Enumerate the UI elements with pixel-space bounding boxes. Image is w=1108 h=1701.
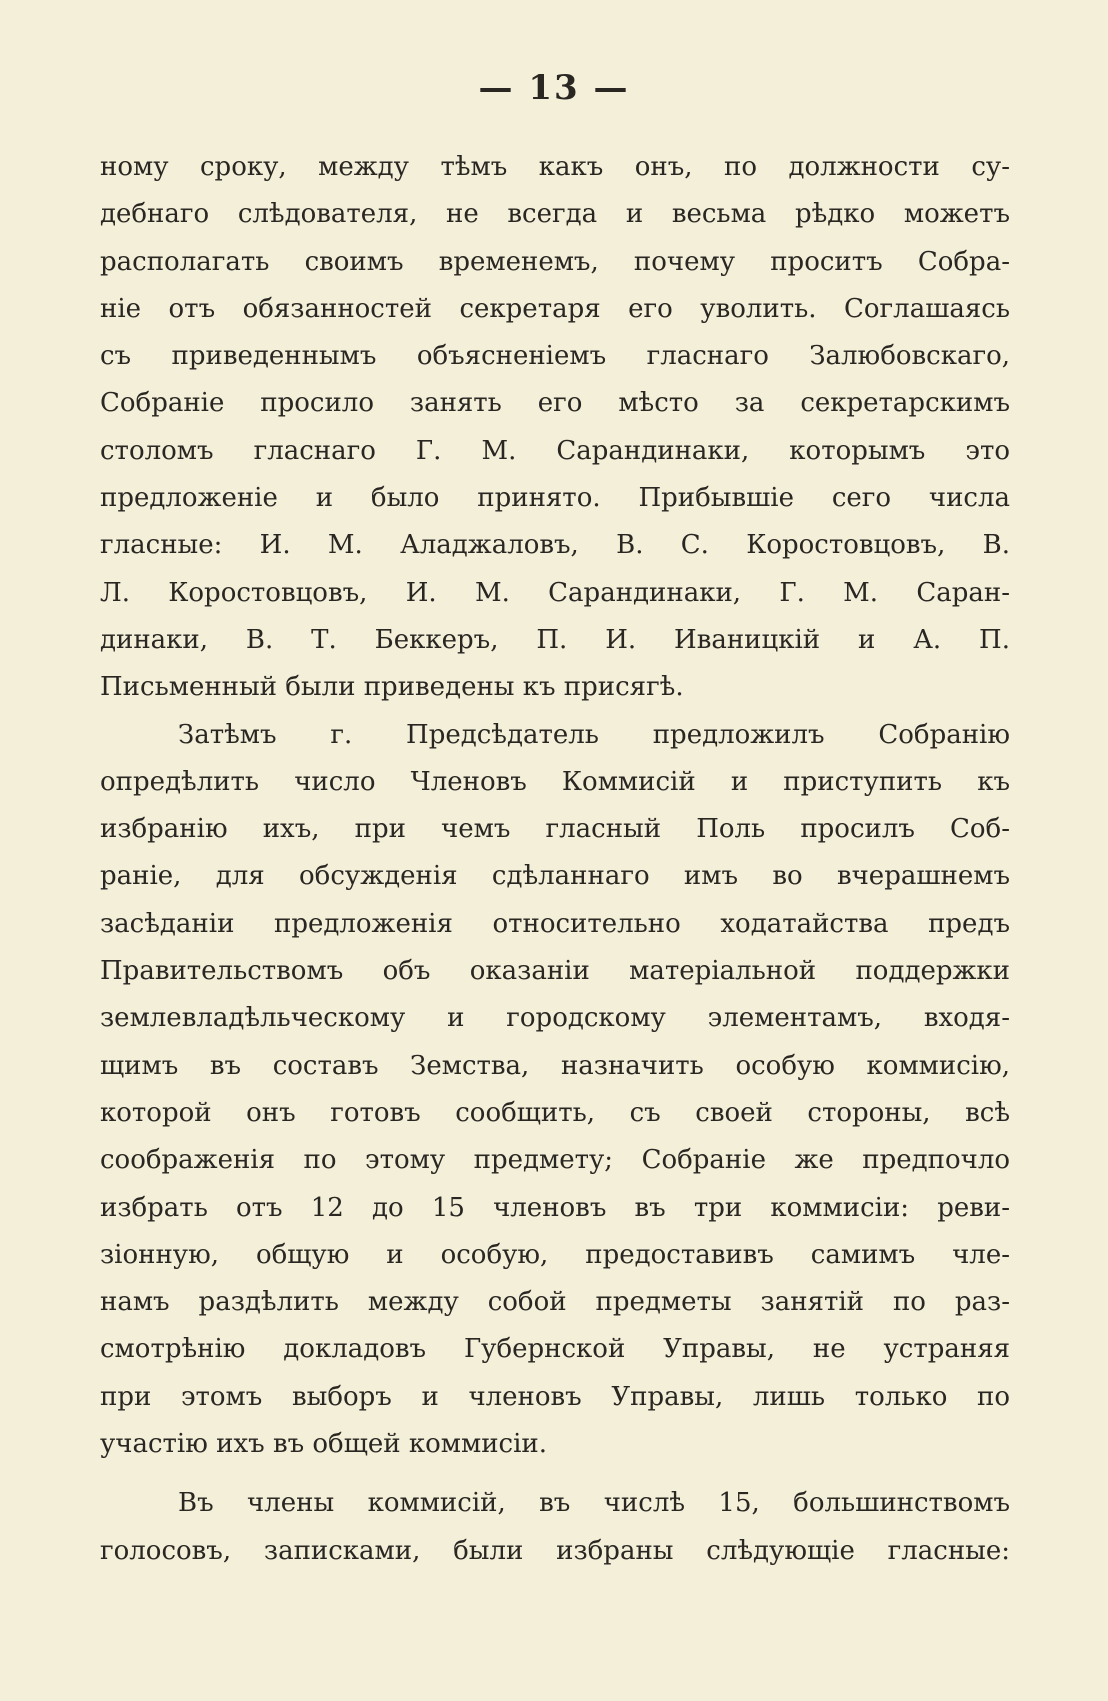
text-line: съ приведеннымъ объясненіемъ гласнаго Залюбовскаго, <box>100 341 1010 372</box>
text-line: соображенія по этому предмету; Собраніе же предпочло <box>100 1145 1010 1176</box>
text-line: ніе отъ обязанностей секретаря его уволить. Соглашаясь <box>100 293 1010 324</box>
text-line: щимъ въ составъ Земства, назначить особую коммисію, <box>100 1050 1010 1081</box>
text-line: при этомъ выборъ и членовъ Управы, лишь только по <box>100 1381 1010 1412</box>
text-line: участію ихъ въ общей коммисіи. <box>100 1429 548 1460</box>
text-line: Правительствомъ объ оказаніи матеріальной поддержки <box>100 956 1010 987</box>
text-line: которой онъ готовъ сообщить, съ своей стороны, всѣ <box>100 1097 1010 1128</box>
text-line: избрать отъ 12 до 15 членовъ въ три коммисіи: реви- <box>100 1192 1010 1223</box>
text-line: землевладѣльческому и городскому элементамъ, входя- <box>100 1003 1010 1034</box>
text-line: гласные: И. М. Аладжаловъ, В. С. Коростовцовъ, В. <box>100 530 1010 561</box>
text-line: предложеніе и было принято. Прибывшіе сего числа <box>100 483 1010 514</box>
text-line: Въ члены коммисій, въ числѣ 15, большинствомъ <box>178 1488 1010 1519</box>
text-line: Письменный были приведены къ присягѣ. <box>100 672 684 703</box>
text-line: ному сроку, между тѣмъ какъ онъ, по должности су- <box>100 152 1010 182</box>
text-line: Затѣмъ г. Предсѣдатель предложилъ Собранію <box>178 719 1010 750</box>
text-line: Л. Коростовцовъ, И. М. Сарандинаки, Г. М. Саран- <box>100 577 1010 608</box>
text-line: располагать своимъ временемъ, почему проситъ Собра- <box>100 246 1010 277</box>
text-line: Собраніе просило занять его мѣсто за секретарскимъ <box>100 388 1010 419</box>
text-line: намъ раздѣлить между собой предметы занятій по раз- <box>100 1287 1010 1318</box>
paragraph-gap <box>100 1468 1010 1480</box>
text-line: раніе, для обсужденія сдѣланнаго имъ во вчерашнемъ <box>100 861 1010 892</box>
text-line: столомъ гласнаго Г. М. Сарандинаки, которымъ это <box>100 435 1010 466</box>
text-line: дебнаго слѣдователя, не всегда и весьма рѣдко можетъ <box>100 199 1010 230</box>
text-line: голосовъ, записками, были избраны слѣдующіе гласные: <box>100 1535 1010 1566</box>
page-number: — 13 — <box>478 68 630 108</box>
text-line: смотрѣнію докладовъ Губернской Управы, не устраняя <box>100 1334 1010 1365</box>
text-line: динаки, В. Т. Беккеръ, П. И. Иваницкій и А. П. <box>100 624 1010 655</box>
text-line: избранію ихъ, при чемъ гласный Поль просилъ Соб- <box>100 814 1010 845</box>
text-line: засѣданіи предложенія относительно ходатайства предъ <box>100 908 1010 939</box>
text-line: опредѣлить число Членовъ Коммисій и приступить къ <box>100 766 1010 797</box>
body-text <box>100 144 1010 1575</box>
text-line: зіонную, общую и особую, предоставивъ самимъ чле- <box>100 1239 1010 1270</box>
